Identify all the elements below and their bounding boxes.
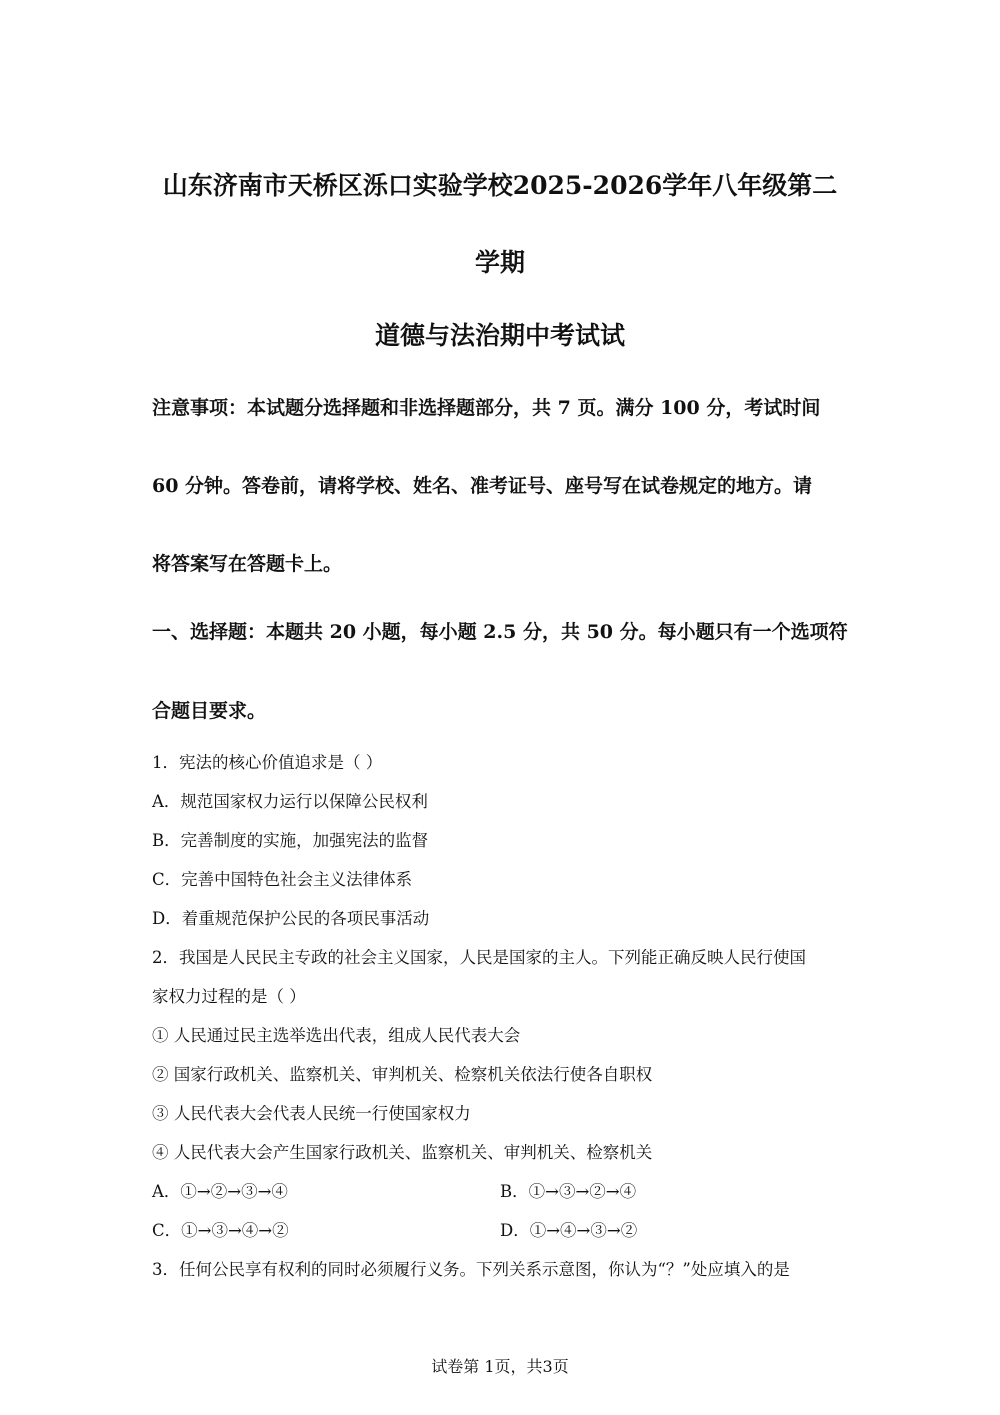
question-2-statement-1: ① 人民通过民主选举选出代表，组成人民代表大会 — [152, 1026, 521, 1045]
question-2-option-a: A．①→②→③→④ — [152, 1182, 288, 1201]
question-2-option-b: B．①→③→②→④ — [500, 1182, 637, 1201]
question-2-stem-line1: 2．我国是人民民主专政的社会主义国家，人民是国家的主人。下列能正确反映人民行使国 — [152, 948, 806, 967]
question-2-option-c: C．①→③→④→② — [152, 1221, 289, 1240]
question-2-stem-line2: 家权力过程的是（ ） — [152, 987, 306, 1006]
question-2-statement-2: ② 国家行政机关、监察机关、审判机关、检察机关依法行使各自职权 — [152, 1065, 653, 1084]
section-heading-line1: 一、选择题：本题共 20 小题，每小题 2.5 分，共 50 分。每小题只有一个选项符 — [152, 621, 848, 643]
notice-line1: 注意事项：本试题分选择题和非选择题部分，共 7 页。满分 100 分，考试时间 — [152, 397, 821, 419]
page-footer: 试卷第 1页，共3页 — [431, 1357, 569, 1376]
exam-title-line2: 学期 — [474, 248, 525, 277]
question-2-option-d: D．①→④→③→② — [500, 1221, 638, 1240]
notice-line3: 将答案写在答题卡上。 — [152, 553, 343, 575]
exam-subtitle: 道德与法治期中考试试 — [374, 321, 625, 350]
notice-line2: 60 分钟。答卷前，请将学校、姓名、准考证号、座号写在试卷规定的地方。请 — [152, 475, 813, 497]
section-heading-line2: 合题目要求。 — [152, 700, 267, 722]
question-1-option-b: B．完善制度的实施，加强宪法的监督 — [152, 831, 429, 850]
exam-title-line1: 山东济南市天桥区泺口实验学校2025-2026学年八年级第二 — [162, 171, 838, 200]
question-1-option-a: A．规范国家权力运行以保障公民权利 — [152, 792, 428, 811]
question-1-stem: 1．宪法的核心价值追求是（ ） — [152, 753, 383, 772]
question-2-statement-3: ③ 人民代表大会代表人民统一行使国家权力 — [152, 1104, 471, 1123]
question-3-stem: 3．任何公民享有权利的同时必须履行义务。下列关系示意图，你认为“？”处应填入的是 — [152, 1260, 790, 1279]
question-1-option-c: C．完善中国特色社会主义法律体系 — [152, 870, 413, 889]
question-2-statement-4: ④ 人民代表大会产生国家行政机关、监察机关、审判机关、检察机关 — [152, 1143, 653, 1162]
question-1-option-d: D．着重规范保护公民的各项民事活动 — [152, 909, 430, 928]
